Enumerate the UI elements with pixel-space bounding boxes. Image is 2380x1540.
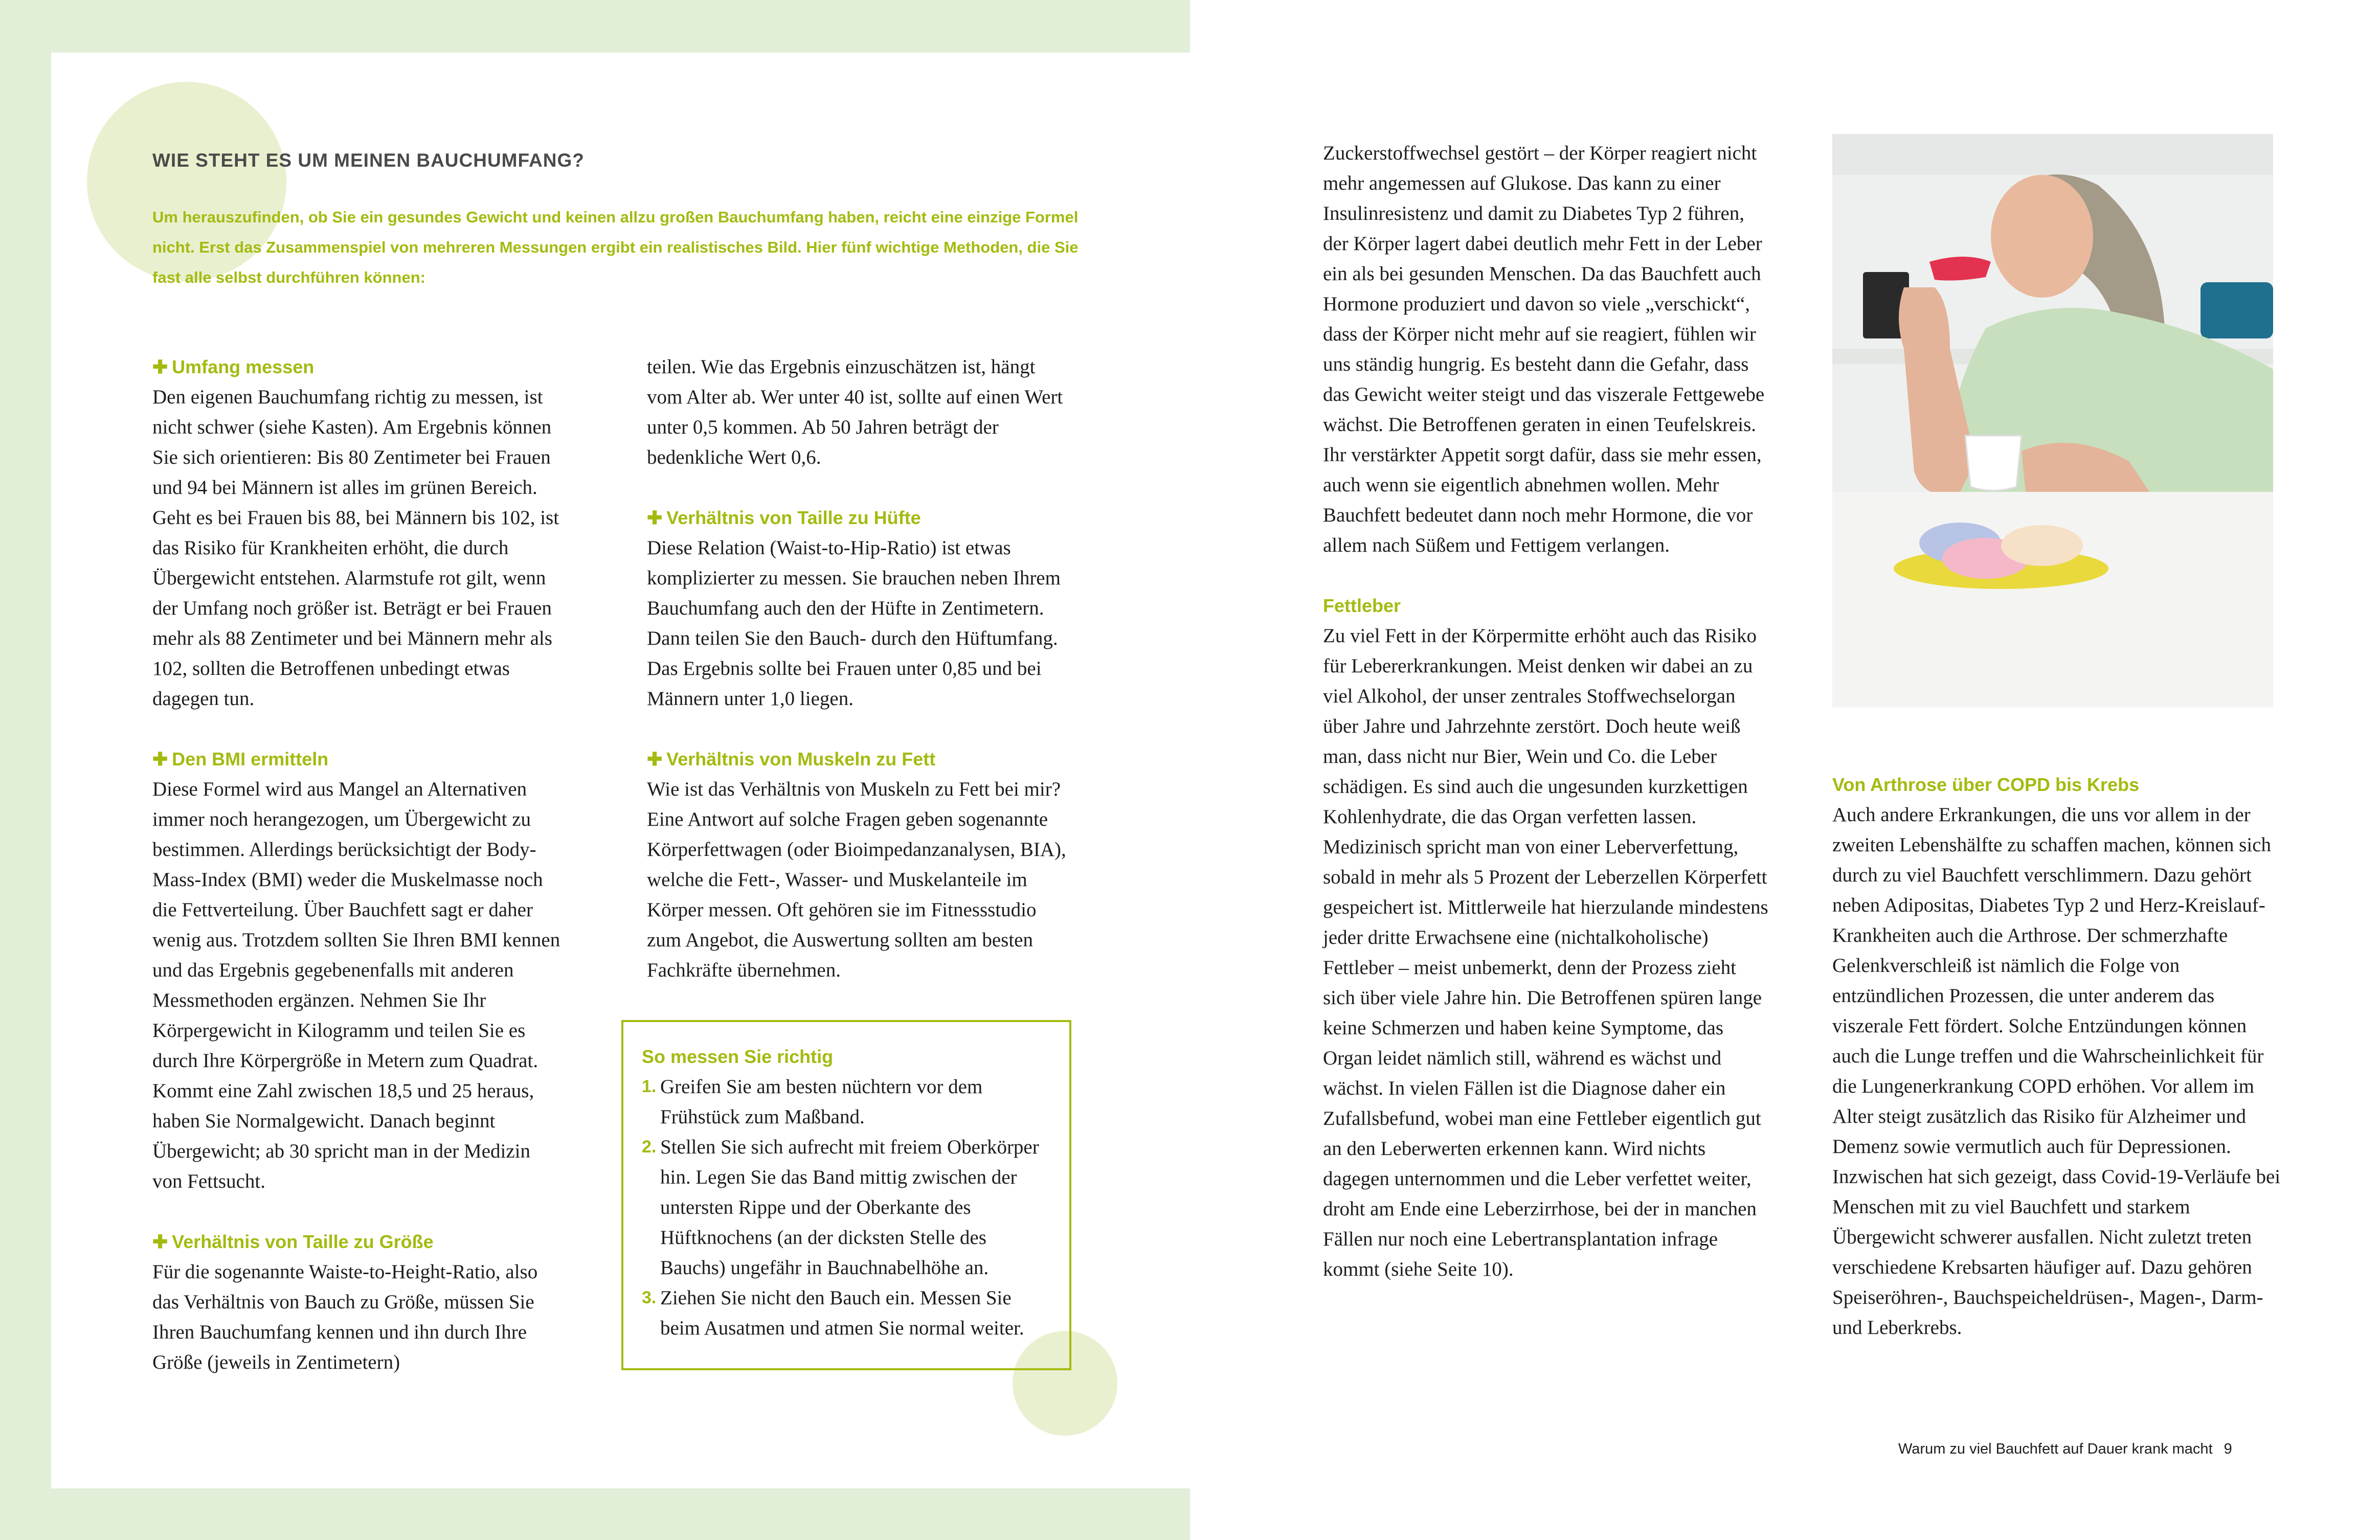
step-item: 3. Ziehen Sie nicht den Bauch ein. Messen Sie beim Ausatmen und atmen Sie normal weiter.	[642, 1287, 1024, 1339]
intro-text: Um herauszufinden, ob Sie ein gesundes Gewicht und keinen allzu großen Bauchumfang haben, reicht eine einzige Formel nicht. Erst das Zusammenspiel von mehreren Messungen ergibt ein realistisches Bild. Hier fünf wichtige Methoden, die Sie fast alle selbst durchführen können:	[152, 208, 1079, 286]
step-item: 2. Stellen Sie sich aufrecht mit freiem Oberkörper hin. Legen Sie das Band mittig zwischen der untersten Rippe und der Oberkante des Hüftknochens (an der dicksten Stelle des Bauchs) ungefähr in Bauchnabelhöhe an.	[642, 1136, 1039, 1279]
section-body-continuation: teilen. Wie das Ergebnis einzuschätzen ist, hängt vom Alter ab. Wer unter 40 ist, sollte auf einen Wert unter 0,5 kommen. Ab 50 Jahren beträgt der bedenkliche Wert 0,6.	[647, 356, 1063, 468]
section-body: Wie ist das Verhältnis von Muskeln zu Fett bei mir? Eine Antwort auf solche Fragen geben sogenannte Körperfettwagen (oder Bioimpedanzanalysen, BIA), welche die Fett-, Wasser- und Muskelanteile im Körper messen. Oft gehören sie im Fitnessstudio zum Angebot, die Auswertung sollten am besten Fachkräfte übernehmen.	[647, 778, 1066, 981]
plus-icon: ✚	[152, 1231, 168, 1252]
plus-icon: ✚	[647, 507, 663, 528]
section-heading: ✚ Verhältnis von Taille zu Hüfte	[647, 503, 1066, 533]
section-body: Für die sogenannte Waiste-to-Height-Ratio, also das Verhältnis von Bauch zu Größe, müssen Sie Ihren Bauchumfang kennen und ihn durch Ihre Größe (jeweils in Zentimetern)	[152, 1261, 538, 1373]
section-body: Diese Formel wird aus Mangel an Alternativen immer noch herangezogen, um Übergewicht zu bestimmen. Allerdings berücksichtigt der Body-Mass-Index (BMI) weder die Muskelmasse noch die Fettverteilung. Über Bauchfett sagt er daher wenig aus. Trotzdem sollten Sie Ihren BMI kennen und das Ergebnis gegebenenfalls mit anderen Messmethoden ergänzen. Nehmen Sie Ihr Körpergewicht in Kilogramm und teilen Sie es durch Ihre Körpergröße in Metern zum Quadrat. Kommt eine Zahl zwischen 18,5 und 25 heraus, haben Sie Normalgewicht. Danach beginnt Übergewicht; ab 30 spricht man in der Medizin von Fettsucht.	[152, 778, 560, 1192]
step-item: 1. Greifen Sie am besten nüchtern vor dem Frühstück zum Maßband.	[642, 1076, 983, 1128]
section-heading: ✚ Den BMI ermitteln	[152, 744, 562, 774]
right-column-2	[1832, 769, 2282, 1343]
running-title: Warum zu viel Bauchfett auf Dauer krank macht	[1898, 1441, 2213, 1457]
section-body: Zu viel Fett in der Körpermitte erhöht auch das Risiko für Lebererkrankungen. Meist denken wir dabei an zu viel Alkohol, der unser zentrales Stoffwechselorgan über Jahre und Jahrzehnte zerstört. Doch heute weiß man, dass nicht nur Bier, Wein und Co. die Leber schädigen. Es sind auch die ungesunden kurzkettigen Kohlenhydrate, die das Organ verfetten lassen. Medizinisch spricht man von einer Leberverfettung, sobald in mehr als 5 Prozent der Leberzellen Körperfett gespeichert ist. Mittlerweile hat hierzulande mindestens jeder dritte Erwachsene eine (nichtalkoholische) Fettleber – meist unbemerkt, denn der Prozess zieht sich über viele Jahre hin. Die Betroffenen spüren lange keine Schmerzen und haben keine Symptome, das Organ leidet nämlich still, während es wächst und wächst. In vielen Fällen ist die Diagnose daher ein Zufallsbefund, wobei man eine Fettleber eigentlich gut an den Leberwerten erkennen kann. Wird nichts dagegen unternommen und die Leber verfettet weiter, droht am Ende eine Leberzirrhose, bei der in manchen Fällen nur noch eine Lebertransplantation infrage kommt (siehe Seite 10).	[1323, 625, 1768, 1280]
section-body: Den eigenen Bauchumfang richtig zu messen, ist nicht schwer (siehe Kasten). Am Ergebnis können Sie sich orientieren: Bis 80 Zentimeter bei Frauen und 94 bei Männern ist alles im grünen Bereich. Geht es bei Frauen bis 88, bei Männern bis 102, ist das Risiko für Krankheiten erhöht, die durch Übergewicht entstehen. Alarmstufe rot gilt, wenn der Umfang noch größer ist. Beträgt er bei Frauen mehr als 88 Zentimeter und bei Männern mehr als 102, sollten die Betroffenen unbedingt etwas dagegen tun.	[152, 386, 559, 710]
steps-list	[642, 1072, 1054, 1343]
plus-icon: ✚	[152, 356, 168, 377]
right-column-1	[1323, 138, 1773, 1284]
measurement-tips-box	[621, 1020, 1071, 1370]
page-title: WIE STEHT ES UM MEINEN BAUCHUMFANG?	[152, 150, 585, 171]
page-number: 9	[2224, 1441, 2232, 1457]
left-column-1	[152, 352, 562, 1377]
section-body: Auch andere Erkrankungen, die uns vor allem in der zweiten Lebenshälfte zu schaffen machen, können sich durch zu viel Bauchfett verschlimmern. Dazu gehört neben Adipositas, Diabetes Typ 2 und Herz-Kreislauf-Krankheiten auch die Arthrose. Der schmerzhafte Gelenkverschleiß ist nämlich die Folge von entzündlichen Prozessen, die unter anderem das viszerale Fett fördert. Solche Entzündungen können auch die Lunge treffen und die Wahrscheinlichkeit für die Lungenerkrankung COPD erhöhen. Vor allem im Alter steigt zusätzlich das Risiko für Alzheimer und Demenz sowie vermutlich auch für Depressionen. Inzwischen hat sich gezeigt, dass Covid-19-Verläufe bei Menschen mit zu viel Bauchfett und starkem Übergewicht schwerer ausfallen. Nicht zuletzt treten verschiedene Krebsarten häufiger auf. Dazu gehören Speiseröhren-, Bauchspeicheldrüsen-, Magen-, Darm- und Leberkrebs.	[1832, 804, 2281, 1339]
page-footer	[1898, 1441, 2232, 1458]
section-body: Diese Relation (Waist-to-Hip-Ratio) ist etwas komplizierter zu messen. Sie brauchen neben Ihrem Bauchumfang auch den der Hüfte in Zentimetern. Dann teilen Sie den Bauch- durch den Hüftumfang. Das Ergebnis sollte bei Frauen unter 0,85 und bei Männern unter 1,0 liegen.	[647, 537, 1061, 710]
section-heading: ✚ Verhältnis von Muskeln zu Fett	[647, 744, 1066, 774]
box-heading: So messen Sie richtig	[642, 1046, 834, 1067]
section-heading: Von Arthrose über COPD bis Krebs	[1832, 774, 2140, 795]
section-body: Zuckerstoffwechsel gestört – der Körper reagiert nicht mehr angemessen auf Glukose. Das kann zu einer Insulinresistenz und damit zu Diabetes Typ 2 führen, der Körper lagert dabei deutlich mehr Fett in der Leber ein als bei gesunden Menschen. Da das Bauchfett auch Hormone produziert und davon so viele „verschickt“, dass der Körper nicht mehr auf sie reagiert, fühlen wir uns ständig hungrig. Es besteht dann die Gefahr, dass das Gewicht weiter steigt und das viszerale Fettgewebe wächst. Die Betroffenen geraten in einen Teufelskreis. Ihr verstärkter Appetit sorgt dafür, dass sie mehr essen, auch wenn sie eigentlich abnehmen wollen. Mehr Bauchfett bedeutet dann noch mehr Hormone, die vor allem nach Süßem und Fettigem verlangen.	[1323, 142, 1765, 556]
section-heading: ✚ Verhältnis von Taille zu Größe	[152, 1227, 562, 1257]
plus-icon: ✚	[647, 749, 663, 769]
left-column-2	[647, 352, 1066, 985]
photo-illustration	[1832, 134, 2273, 708]
section-heading: ✚ Umfang messen	[152, 352, 562, 382]
plus-icon: ✚	[152, 749, 168, 769]
photo-woman-eating-donut	[1832, 134, 2273, 708]
section-heading: Fettleber	[1323, 595, 1401, 616]
